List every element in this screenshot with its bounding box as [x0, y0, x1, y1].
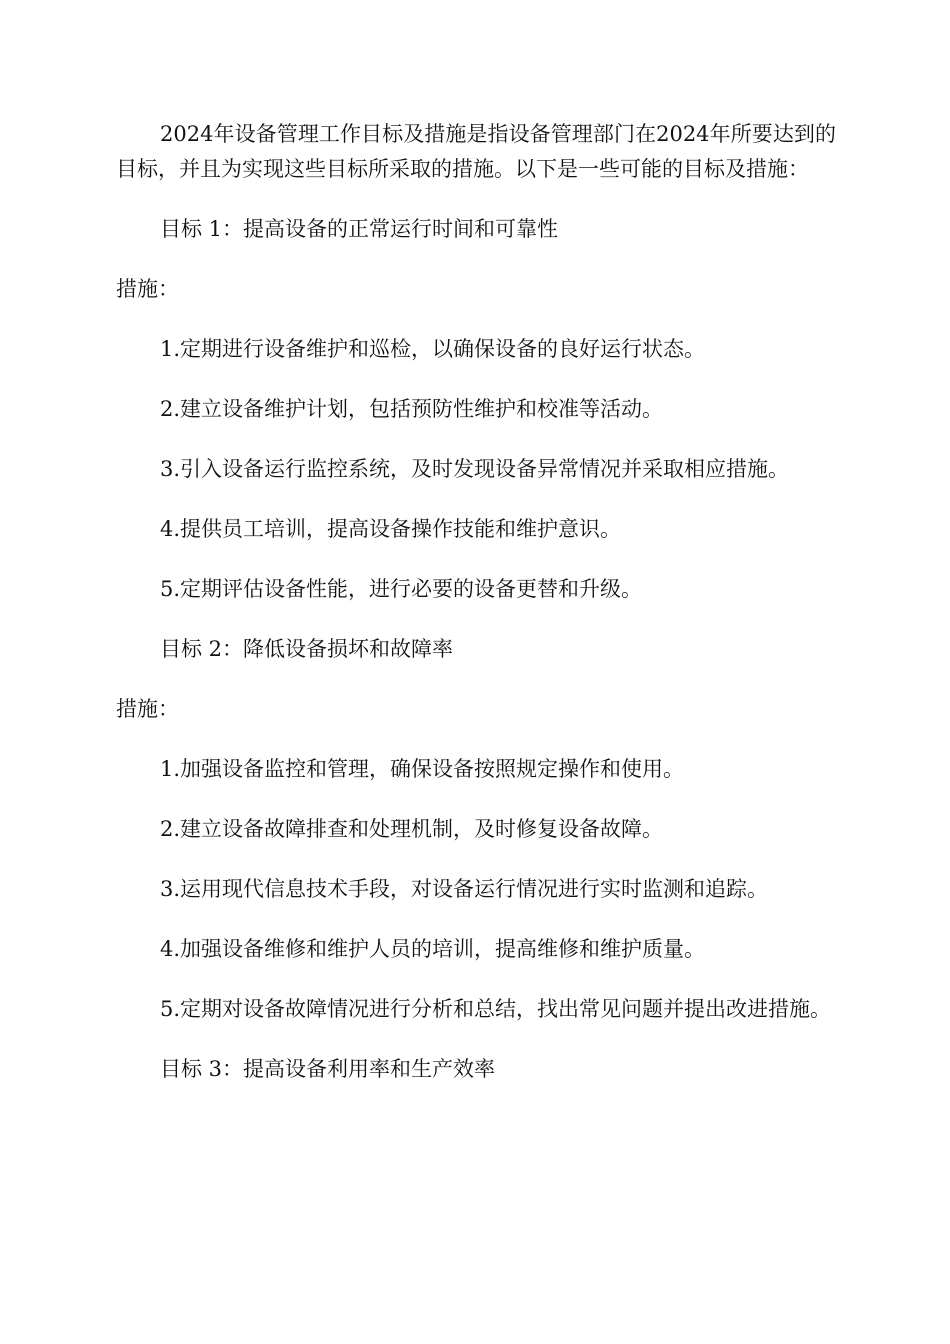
- paragraph-spacer: [116, 367, 836, 392]
- paragraph-spacer: [116, 1027, 836, 1052]
- paragraph-spacer: [116, 547, 836, 572]
- goal-1-measures-label: 措施：: [116, 277, 179, 301]
- goal-2-measure-item: 4.加强设备维修和维护人员的培训，提高维修和维护质量。: [160, 937, 706, 961]
- goal-3-title: 目标 3：提高设备利用率和生产效率: [160, 1057, 496, 1081]
- paragraph-spacer: [116, 247, 836, 272]
- paragraph-spacer: [116, 787, 836, 812]
- goal-1-measure-item: 2.建立设备维护计划，包括预防性维护和校准等活动。: [160, 397, 664, 421]
- paragraph-spacer: [116, 727, 836, 752]
- goal-2-measure-item: 3.运用现代信息技术手段，对设备运行情况进行实时监测和追踪。: [160, 877, 769, 901]
- goal-2-title: 目标 2：降低设备损坏和故障率: [160, 637, 454, 661]
- paragraph-spacer: [116, 427, 836, 452]
- goal-1-measure-item: 1.定期进行设备维护和巡检，以确保设备的良好运行状态。: [160, 337, 706, 361]
- goal-2-measures-label: 措施：: [116, 697, 179, 721]
- goal-1-measure-item: 3.引入设备运行监控系统，及时发现设备异常情况并采取相应措施。: [160, 457, 790, 481]
- goal-2-measure-item: 2.建立设备故障排查和处理机制，及时修复设备故障。: [160, 817, 664, 841]
- paragraph-spacer: [116, 967, 836, 992]
- goal-1-measure-item: 4.提供员工培训，提高设备操作技能和维护意识。: [160, 517, 622, 541]
- paragraph-spacer: [116, 607, 836, 632]
- paragraph-spacer: [116, 667, 836, 692]
- paragraph-spacer: [116, 187, 836, 212]
- goal-2-measure-item: 5.定期对设备故障情况进行分析和总结，找出常见问题并提出改进措施。: [160, 997, 832, 1021]
- goal-1-measure-item: 5.定期评估设备性能，进行必要的设备更替和升级。: [160, 577, 643, 601]
- document-body: [116, 117, 836, 1087]
- goal-2-measure-item: 1.加强设备监控和管理，确保设备按照规定操作和使用。: [160, 757, 685, 781]
- paragraph-spacer: [116, 907, 836, 932]
- intro-paragraph: 2024年设备管理工作目标及措施是指设备管理部门在2024年所要达到的目标，并且为实现这些目标所采取的措施。以下是一些可能的目标及措施：: [116, 122, 836, 181]
- paragraph-spacer: [116, 487, 836, 512]
- goal-1-title: 目标 1：提高设备的正常运行时间和可靠性: [160, 217, 559, 241]
- paragraph-spacer: [116, 847, 836, 872]
- paragraph-spacer: [116, 307, 836, 332]
